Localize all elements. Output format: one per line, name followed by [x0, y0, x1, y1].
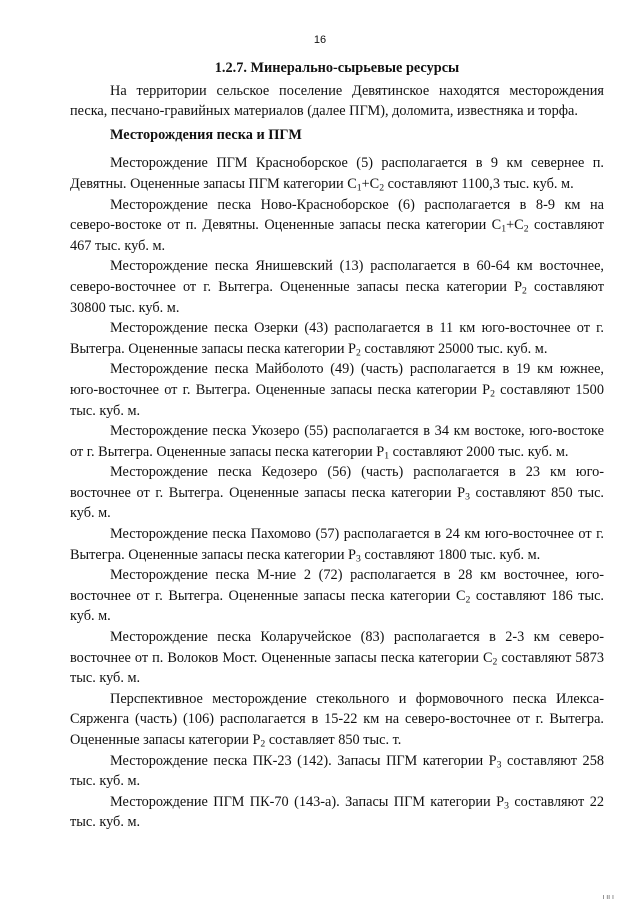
category-subscript: 3 [356, 553, 361, 565]
paragraph-text: составляют 186 тыс. куб. м. [70, 587, 604, 625]
paragraph-text: составляют 22 тыс. куб. м. [70, 793, 604, 831]
document-body [70, 58, 604, 833]
deposit-paragraph [70, 462, 604, 524]
deposit-paragraph [70, 256, 604, 318]
deposit-paragraph [70, 792, 604, 833]
paragraph-text: +С [361, 175, 380, 192]
paragraph-text: Месторождение песка Озерки (43) располагается в 11 км юго-восточнее от г. Вытегра. Оцененные запасы песка категории Р [70, 320, 604, 357]
paragraph-text: Месторождение песка Коларучейское (83) располагается в 2-3 км северо-восточнее от п. Волоков Мост. Оцененные запасы песка категории С [70, 629, 604, 666]
paragraph-text: составляют 258 тыс. куб. м. [70, 752, 605, 790]
category-subscript: 2 [492, 656, 498, 668]
category-subscript: 1 [384, 450, 390, 462]
category-subscript: 2 [490, 388, 495, 400]
category-subscript: 3 [496, 759, 502, 771]
category-subscript: 2 [522, 285, 527, 297]
deposit-paragraph [70, 153, 604, 194]
deposit-paragraph [70, 689, 604, 751]
paragraph-text: +С [506, 217, 524, 234]
category-subscript: 2 [465, 594, 471, 606]
deposit-paragraph [70, 359, 604, 421]
deposit-paragraph [70, 421, 604, 462]
paragraph-text: Месторождение песка М-ние 2 (72) располагается в 28 км восточнее, юго-восточнее от г. Вытегра. Оцененные запасы песка категории С [70, 567, 604, 604]
paragraph-text: составляют 25000 тыс. куб. м. [360, 340, 548, 357]
category-subscript: 2 [379, 182, 385, 194]
category-subscript: 3 [504, 800, 509, 812]
category-subscript: 2 [523, 223, 529, 235]
paragraph-text: Месторождение песка Укозеро (55) располагается в 34 км востоке, юго-востоке от г. Вытегра. Оцененные запасы песка категории Р [70, 423, 604, 460]
category-subscript: 2 [356, 347, 361, 359]
deposit-paragraph [70, 565, 604, 627]
category-subscript: 3 [465, 491, 470, 503]
intro-paragraph: На территории сельское поселение Девятинское находятся месторождения песка, песчано-гравийных материалов (далее ПГМ), доломита, известняка и торфа. [70, 82, 604, 120]
paragraph-text: составляют 30800 тыс. куб. м. [70, 278, 604, 316]
paragraph-text: составляют 5873 тыс. куб. м. [70, 649, 604, 687]
paragraph-text: составляют 2000 тыс. куб. м. [389, 443, 569, 460]
deposit-paragraph [70, 524, 604, 565]
category-subscript: 1 [501, 223, 507, 235]
category-subscript: 2 [260, 738, 266, 750]
paragraph-text: составляет 850 тыс. т. [265, 732, 402, 748]
deposit-list [70, 153, 604, 833]
paragraph-text: Месторождение песка Ново-Красноборское (6) располагается в 8-9 км на северо-востоке от п. Девятны. Оцененные запасы песка категории С [70, 196, 604, 234]
section-title: 1.2.7. Минерально-сырьевые ресурсы [214, 60, 460, 76]
deposit-paragraph [70, 627, 604, 689]
paragraph-text: Месторождение песка Янишевский (13) располагается в 60-64 км восточнее, северо-восточнее от г. Вытегра. Оцененные запасы песка категории Р [70, 258, 604, 295]
deposit-paragraph [70, 318, 604, 359]
paragraph-text: составляют 1100,3 тыс. куб. м. [384, 175, 574, 192]
subheading: Месторождения песка и ПГМ [110, 126, 302, 143]
paragraph-text: составляют 1500 тыс. куб. м. [70, 381, 604, 419]
paragraph-text: Месторождение песка Майболото (49) (часть) располагается в 19 км южнее, юго-восточнее от г. Вытегра. Оцененные запасы песка категории Р [70, 361, 604, 398]
paragraph-text: Месторождение песка Пахомово (57) располагается в 24 км юго-восточнее от г. Вытегра. Оцененные запасы песка категории Р [70, 526, 604, 563]
category-subscript: 1 [356, 182, 362, 194]
paragraph-text: составляют 1800 тыс. куб. м. [360, 546, 541, 563]
deposit-paragraph [70, 751, 604, 792]
paragraph-text: составляют 467 тыс. куб. м. [70, 217, 604, 254]
paragraph-text: Месторождение ПГМ ПК-70 (143-а). Запасы ПГМ категории Р [110, 793, 505, 810]
footer-mark: ı ıı ı [602, 894, 614, 901]
paragraph-text: Перспективное месторождение стекольного и формовочного песка Илекса-Сярженга (часть) (106) располагается в 15-22 км на северо-восточнее от г. Вытегра. Оцененные запасы категории Р [70, 690, 604, 748]
deposit-paragraph [70, 195, 604, 257]
paragraph-text: Месторождение песка ПК-23 (142). Запасы ПГМ категории Р [110, 752, 497, 769]
paragraph-text: Месторождение песка Кедозеро (56) (часть) располагается в 23 км юго-восточнее от г. Вытегра. Оцененные запасы песка категории Р [70, 464, 604, 501]
paragraph-text: составляют 850 тыс. куб. м. [70, 484, 605, 522]
page-number: 16 [313, 34, 327, 46]
paragraph-text: Месторождение ПГМ Красноборское (5) располагается в 9 км севернее п. Девятны. Оцененные запасы ПГМ категории С [70, 155, 604, 192]
